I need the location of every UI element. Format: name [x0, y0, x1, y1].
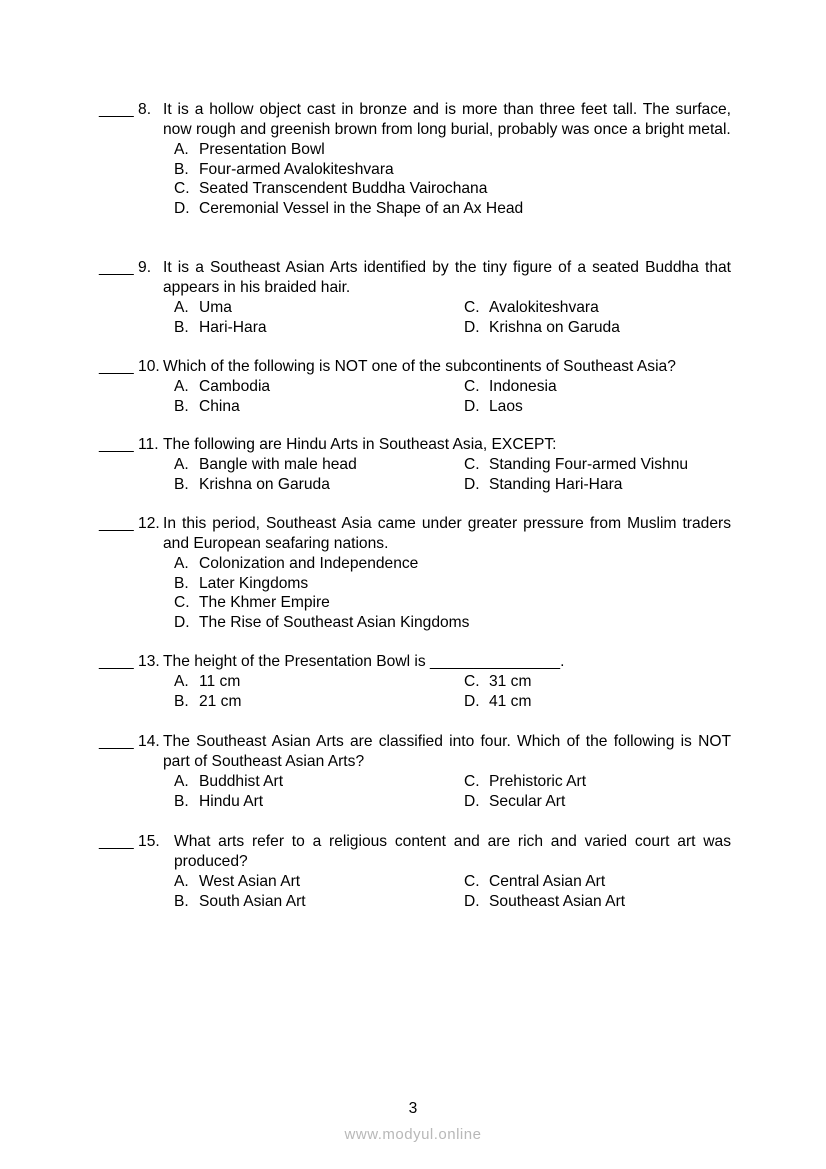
- option-b: B. Krishna on Garuda: [174, 475, 330, 493]
- option-list: [174, 455, 731, 494]
- question-stem: [99, 357, 731, 377]
- option-d: D. The Rise of Southeast Asian Kingdoms: [174, 613, 470, 631]
- question-text: The Southeast Asian Arts are classified into four. Which of the following is NOT part of Southeast Asian Arts?: [163, 733, 731, 771]
- option-b: B. China: [174, 397, 240, 415]
- question-stem: [99, 832, 731, 872]
- question-text: The height of the Presentation Bowl is _______________.: [163, 653, 565, 670]
- question-number: ____ 12.: [99, 515, 160, 532]
- page-number: 3: [408, 1100, 418, 1117]
- option-d: D. Southeast Asian Art: [464, 892, 626, 910]
- option-c: C. Seated Transcendent Buddha Vairochana: [174, 180, 488, 198]
- option-d: D. 41 cm: [464, 692, 532, 710]
- option-list: [174, 554, 731, 632]
- question-12: [99, 514, 731, 632]
- option-list: [174, 872, 731, 911]
- option-b: B. Hindu Art: [174, 792, 264, 810]
- question-number: ____ 8.: [99, 101, 152, 118]
- question-10: [99, 357, 731, 416]
- option-b: B. Later Kingdoms: [174, 574, 309, 592]
- option-c: C. Indonesia: [464, 378, 557, 396]
- question-13: [99, 652, 731, 711]
- option-b: B. Hari-Hara: [174, 318, 267, 336]
- option-c: C. Prehistoric Art: [464, 773, 587, 791]
- watermark: www.modyul.online: [344, 1126, 482, 1143]
- option-b: B. Four-armed Avalokiteshvara: [174, 160, 394, 178]
- option-a: A. Bangle with male head: [174, 456, 357, 474]
- option-a: A. Colonization and Independence: [174, 555, 419, 573]
- question-text: Which of the following is NOT one of the subcontinents of Southeast Asia?: [163, 358, 676, 375]
- question-number: ____ 9.: [99, 259, 152, 276]
- question-number: ____ 14.: [99, 733, 160, 750]
- option-c: C. The Khmer Empire: [174, 594, 330, 612]
- question-9: [99, 258, 731, 337]
- option-b: B. South Asian Art: [174, 892, 306, 910]
- option-d: D. Standing Hari-Hara: [464, 475, 623, 493]
- question-number: ____ 13.: [99, 653, 160, 670]
- option-d: D. Krishna on Garuda: [464, 318, 620, 336]
- option-a: A. West Asian Art: [174, 873, 301, 891]
- option-a: A. Cambodia: [174, 378, 271, 396]
- option-c: C. Standing Four-armed Vishnu: [464, 456, 689, 474]
- option-c: C. 31 cm: [464, 673, 532, 691]
- question-stem: [99, 514, 731, 554]
- option-list: [174, 672, 731, 711]
- question-stem: [99, 732, 731, 772]
- option-c: C. Central Asian Art: [464, 873, 606, 891]
- question-stem: [99, 100, 731, 140]
- option-d: D. Ceremonial Vessel in the Shape of an Ax Head: [174, 199, 524, 217]
- question-text: The following are Hindu Arts in Southeast Asia, EXCEPT:: [163, 436, 557, 453]
- question-text: It is a Southeast Asian Arts identified by the tiny figure of a seated Buddha that appears in his braided hair.: [163, 259, 731, 297]
- question-number: ____ 15.: [99, 833, 160, 850]
- question-text: It is a hollow object cast in bronze and is more than three feet tall. The surface, now rough and greenish brown from long burial, probably was once a bright metal.: [163, 101, 731, 139]
- option-a: A. 11 cm: [174, 673, 241, 691]
- question-number: ____ 11.: [99, 436, 159, 453]
- option-d: D. Secular Art: [464, 792, 566, 810]
- question-stem: [99, 652, 731, 672]
- option-list: [174, 298, 731, 337]
- question-11: [99, 435, 731, 494]
- option-a: A. Uma: [174, 299, 232, 317]
- question-14: [99, 732, 731, 811]
- question-stem: [99, 258, 731, 298]
- option-c: C. Avalokiteshvara: [464, 299, 599, 317]
- question-text: What arts refer to a religious content and are rich and varied court art was produced?: [174, 833, 731, 871]
- option-list: [174, 772, 731, 811]
- option-a: A. Presentation Bowl: [174, 141, 325, 159]
- question-15: [99, 832, 731, 911]
- option-d: D. Laos: [464, 397, 523, 415]
- option-list: [174, 377, 731, 416]
- question-number: ____ 10.: [99, 358, 160, 375]
- option-b: B. 21 cm: [174, 692, 242, 710]
- option-a: A. Buddhist Art: [174, 773, 284, 791]
- option-list: [174, 140, 731, 218]
- question-8: [99, 100, 731, 218]
- question-stem: [99, 435, 731, 455]
- question-text: In this period, Southeast Asia came under greater pressure from Muslim traders and European seafaring nations.: [163, 515, 731, 553]
